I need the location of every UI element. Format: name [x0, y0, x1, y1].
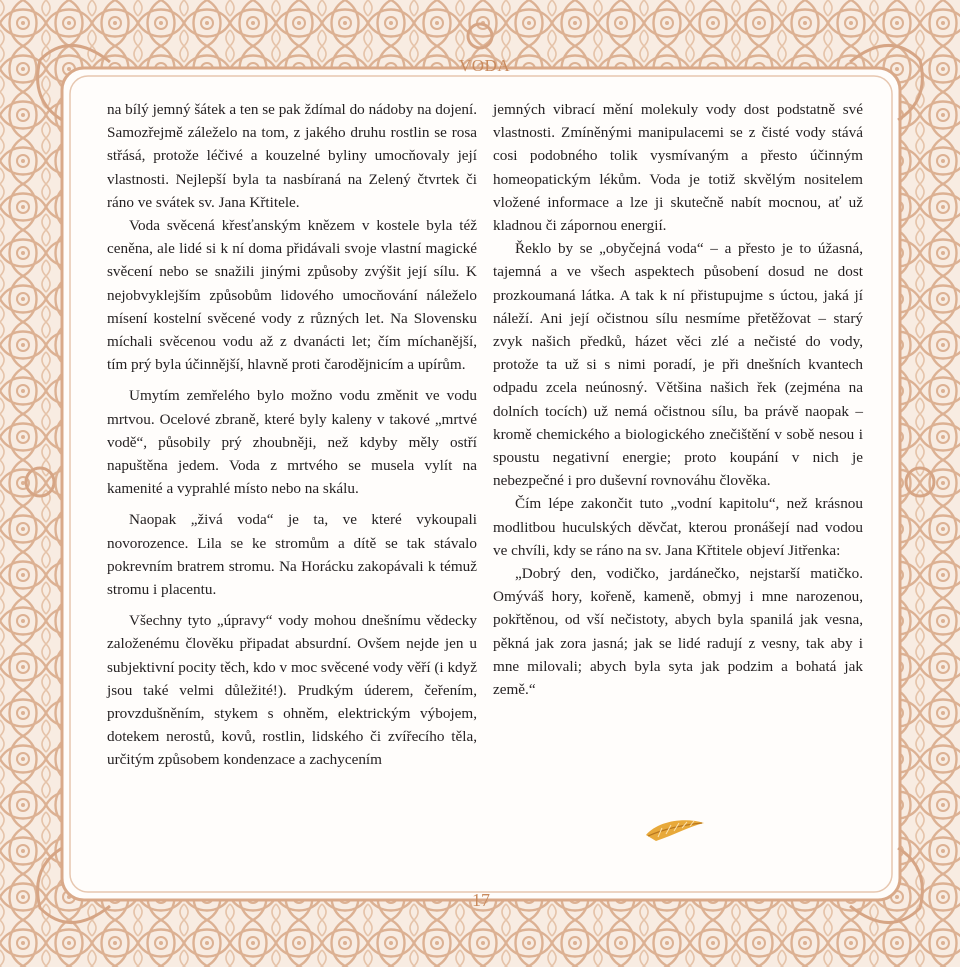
prayer-quote: „Dobrý den, vodičko, jardánečko, nejstarší matičko. Omýváš hory, kořeně, kameně, obmyj i mne narozenou, pokřtěnou, od vší nečistoty, abych byla spanilá jak vesna, pěkná jak zora jasná; jak se lidé radují z vesny, tak aby i mne milovali; abych byla syta jak podzim a bohatá jak země.“ [493, 565, 863, 699]
paragraph: Umytím zemřelého bylo možno vodu změnit ve vodu mrtvou. Ocelové zbraně, které byly kaleny v takové „mrtvé vodě“, působily prý zhoubněji, než kdyby měly ostří napuštěna jedem. Voda z mrtvého se musela vylít na kamenité a vyprahlé místo nebo na skálu. [107, 387, 477, 498]
paragraph: Čím lépe zakončit tuto „vodní kapitolu“, než krásnou modlitbou huculských děvčat, kterou pronášejí nad vodou ve chvíli, kdy se ráno na sv. Jana Křtitele objeví Jitřenka: [493, 495, 863, 559]
paragraph: Voda svěcená křesťanským knězem v kostele byla též ceněna, ale lidé si k ní doma přidávali svoje vlastní magické svěcení nebo se snažili jinými způsoby zvýšit její sílu. K nejobvyklejším způsobům lidového umocňování náleželo mísení kostelní svěcené vody z různých let. Na Slovensku míchali svěcenou vodu až z dvanácti let; čím míchanější, tím prý byla účinnější, hlavně proti čarodějnicím a upírům. [107, 217, 477, 374]
left-column [107, 98, 477, 772]
section-title: VODA [459, 56, 511, 75]
paragraph: Naopak „živá voda“ je ta, ve které vykoupali novorozence. Lila se ke stromům a dítě se tak stávalo pokrevním bratrem stromu. Na Horácku zakopávali k témuž stromu i placentu. [107, 511, 477, 599]
feather-ornament-icon [644, 815, 706, 845]
paragraph: jemných vibrací mění molekuly vody dost podstatně své vlastnosti. Zmíněnými manipulacemi se z čisté vody stává cosi podobného tolik vysmívaným a přesto účinným homeopatickým lékům. Voda je totiž skvělým nositelem vložené informace a lze ji skutečně nabít mocnou, ať už kladnou či zápornou energií. [493, 101, 863, 235]
page-number: 17 [472, 890, 490, 910]
paragraph: na bílý jemný šátek a ten se pak ždímal do nádoby na dojení. Samozřejmě záleželo na tom, z jakého druhu rostlin se rosa střásá, protože léčivé a kouzelné byliny umocňovaly její vlastnosti. Nejlepší byla ta nasbíraná na Zelený čtvrtek či ráno ve svátek sv. Jana Křtitele. [107, 101, 477, 211]
right-column [493, 98, 863, 701]
paragraph: Všechny tyto „úpravy“ vody mohou dnešnímu vědecky založenému člověku připadat absurdní. Ovšem nejde jen u subjektivní pocity těch, kdo v moc svěcené vody věří (i když jsou také velmi důležité!). Prudkým úderem, čeřením, provzdušněním, stykem s ohněm, elektrickým výbojem, dotekem nerostů, kovů, rostlin, lidského či zvířecího těla, určitým způsobem kondenzace a zachycením [107, 612, 477, 769]
paragraph: Řeklo by se „obyčejná voda“ – a přesto je to úžasná, tajemná a ve všech aspektech působení dosud ne dost prozkoumaná látka. A tak k ní přistupujme s úctou, jaká jí náleží. Ani její očistnou sílu nesmíme přetěžovat – starý zvyk našich předků, házet věci zlé a nečisté do vody, protože ta už si s nimi poradí, je při dnešních kvantech odpadu zcela neúnosný. Většina našich řek (zejména na dolních tocích) už nemá očistnou sílu, ba právě naopak – kromě chemického a biologického znečištění v sobě nesou i spoustu negativní energie; proto koupání v nich je nebezpečné i pro duševní rovnováhu člověka. [493, 240, 863, 490]
